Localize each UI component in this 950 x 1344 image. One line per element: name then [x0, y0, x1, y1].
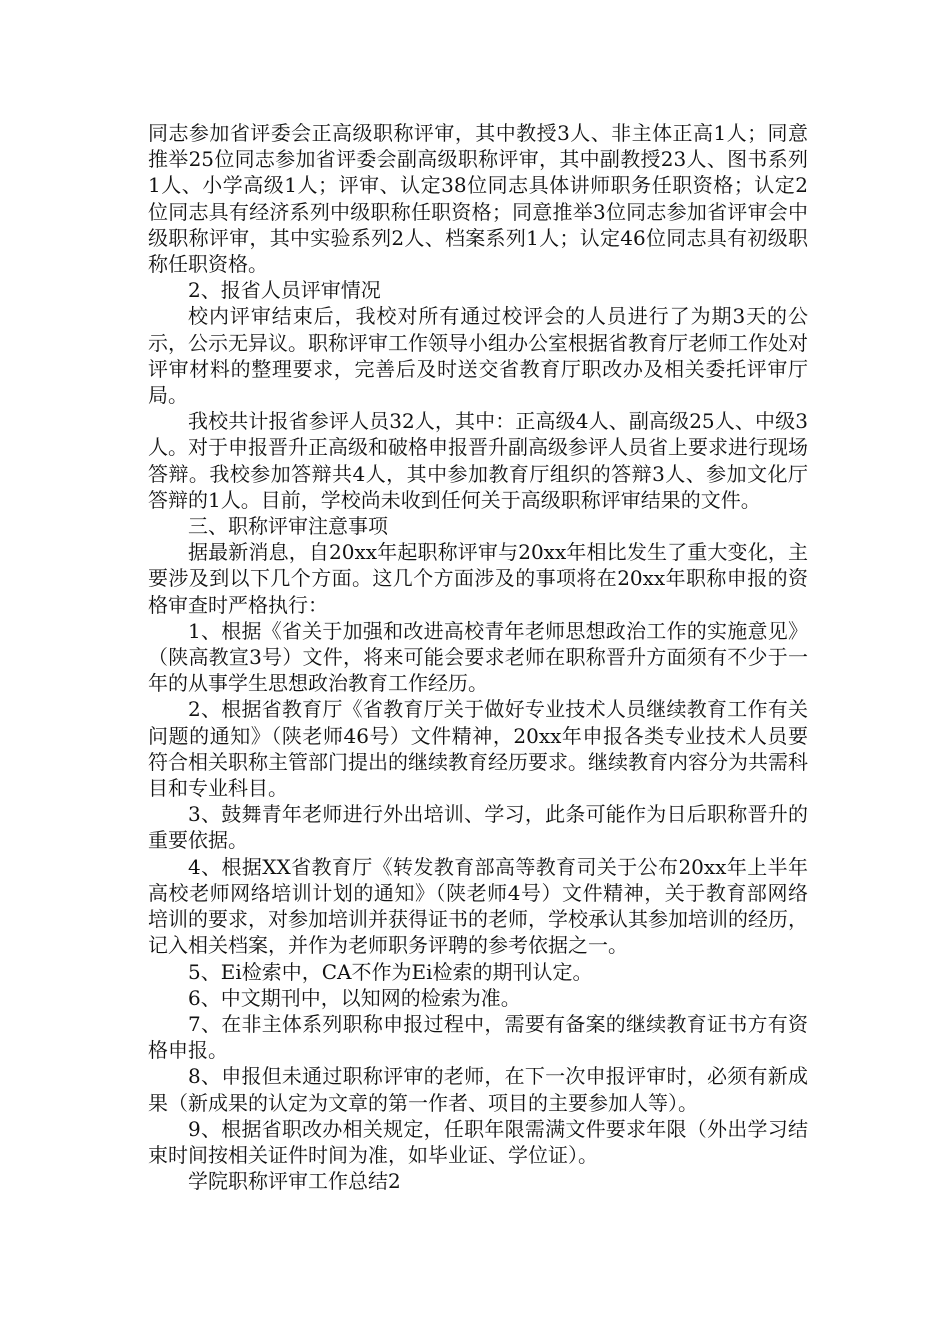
section-heading-3: 三、职称评审注意事项: [188, 514, 388, 539]
list-item-7: 7、在非主体系列职称申报过程中，需要有备案的继续教育证书方有资格申报。: [148, 1011, 808, 1063]
paragraph-1: 同志参加省评委会正高级职称评审，其中教授3人、非主体正高1人；同意推举25位同志参加省评委会副高级职称评审，其中副教授23人、图书系列1人、小学高级1人；评审、认定38位同志具体讲师职务任职资格；认定2位同志具有经济系列中级职称任职资格；同意推举3位同志参加省评审会中级职称评审，其中实验系列2人、档案系列1人；认定46位同志具有初级职称任职资格。: [148, 121, 808, 277]
list-item-9: 9、根据省职改办相关规定，任职年限需满文件要求年限（外出学习结束时间按相关证件时间为准，如毕业证、学位证）。: [148, 1116, 808, 1167]
paragraph-3: 校内评审结束后，我校对所有通过校评会的人员进行了为期3天的公示，公示无异议。职称评审工作领导小组办公室根据省教育厅老师工作处对评审材料的整理要求，完善后及时送交省教育厅职改办及相关委托评审厅局。: [148, 304, 808, 408]
next-section-title: 学院职称评审工作总结2: [188, 1169, 401, 1194]
list-item-3: 3、鼓舞青年老师进行外出培训、学习，此条可能作为日后职称晋升的重要依据。: [148, 802, 808, 853]
list-item-4: 4、根据XX省教育厅《转发教育部高等教育司关于公布20xx年上半年高校老师网络培训计划的通知》（陕老师4号）文件精神，关于教育部网络培训的要求，对参加培训并获得证书的老师，学校承认其参加培训的经历，记入相关档案，并作为老师职务评聘的参考依据之一。: [148, 854, 808, 958]
list-item-1: 1、根据《省关于加强和改进高校青年老师思想政治工作的实施意见》（陕高教宣3号）文件，将来可能会要求老师在职称晋升方面须有不少于一年的从事学生思想政治教育工作经历。: [148, 618, 808, 696]
paragraph-6: 据最新消息，自20xx年起职称评审与20xx年相比发生了重大变化，主要涉及到以下几个方面。这几个方面涉及的事项将在20xx年职称申报的资格审查时严格执行：: [148, 540, 808, 617]
list-item-2: 2、根据省教育厅《省教育厅关于做好专业技术人员继续教育工作有关问题的通知》（陕老师46号）文件精神，20xx年申报各类专业技术人员要符合相关职称主管部门提出的继续教育经历要求。继续教育内容分为共需科目和专业科目。: [148, 697, 808, 801]
paragraph-4: 我校共计报省参评人员32人，其中：正高级4人、副高级25人、中级3人。对于申报晋升正高级和破格申报晋升副高级参评人员省上要求进行现场答辩。我校参加答辩共4人，其中参加教育厅组织的答辩3人、参加文化厅答辩的1人。目前，学校尚未收到任何关于高级职称评审结果的文件。: [148, 409, 808, 512]
list-item-5: 5、Ei检索中，CA不作为Ei检索的期刊认定。: [188, 959, 593, 984]
list-item-6: 6、中文期刊中，以知网的检索为准。: [188, 985, 521, 1010]
document-body: [148, 120, 808, 1194]
paragraph-2-heading: 2、报省人员评审情况: [188, 278, 381, 303]
list-item-8: 8、申报但未通过职称评审的老师，在下一次申报评审时，必须有新成果（新成果的认定为文章的第一作者、项目的主要参加人等）。: [148, 1064, 808, 1115]
